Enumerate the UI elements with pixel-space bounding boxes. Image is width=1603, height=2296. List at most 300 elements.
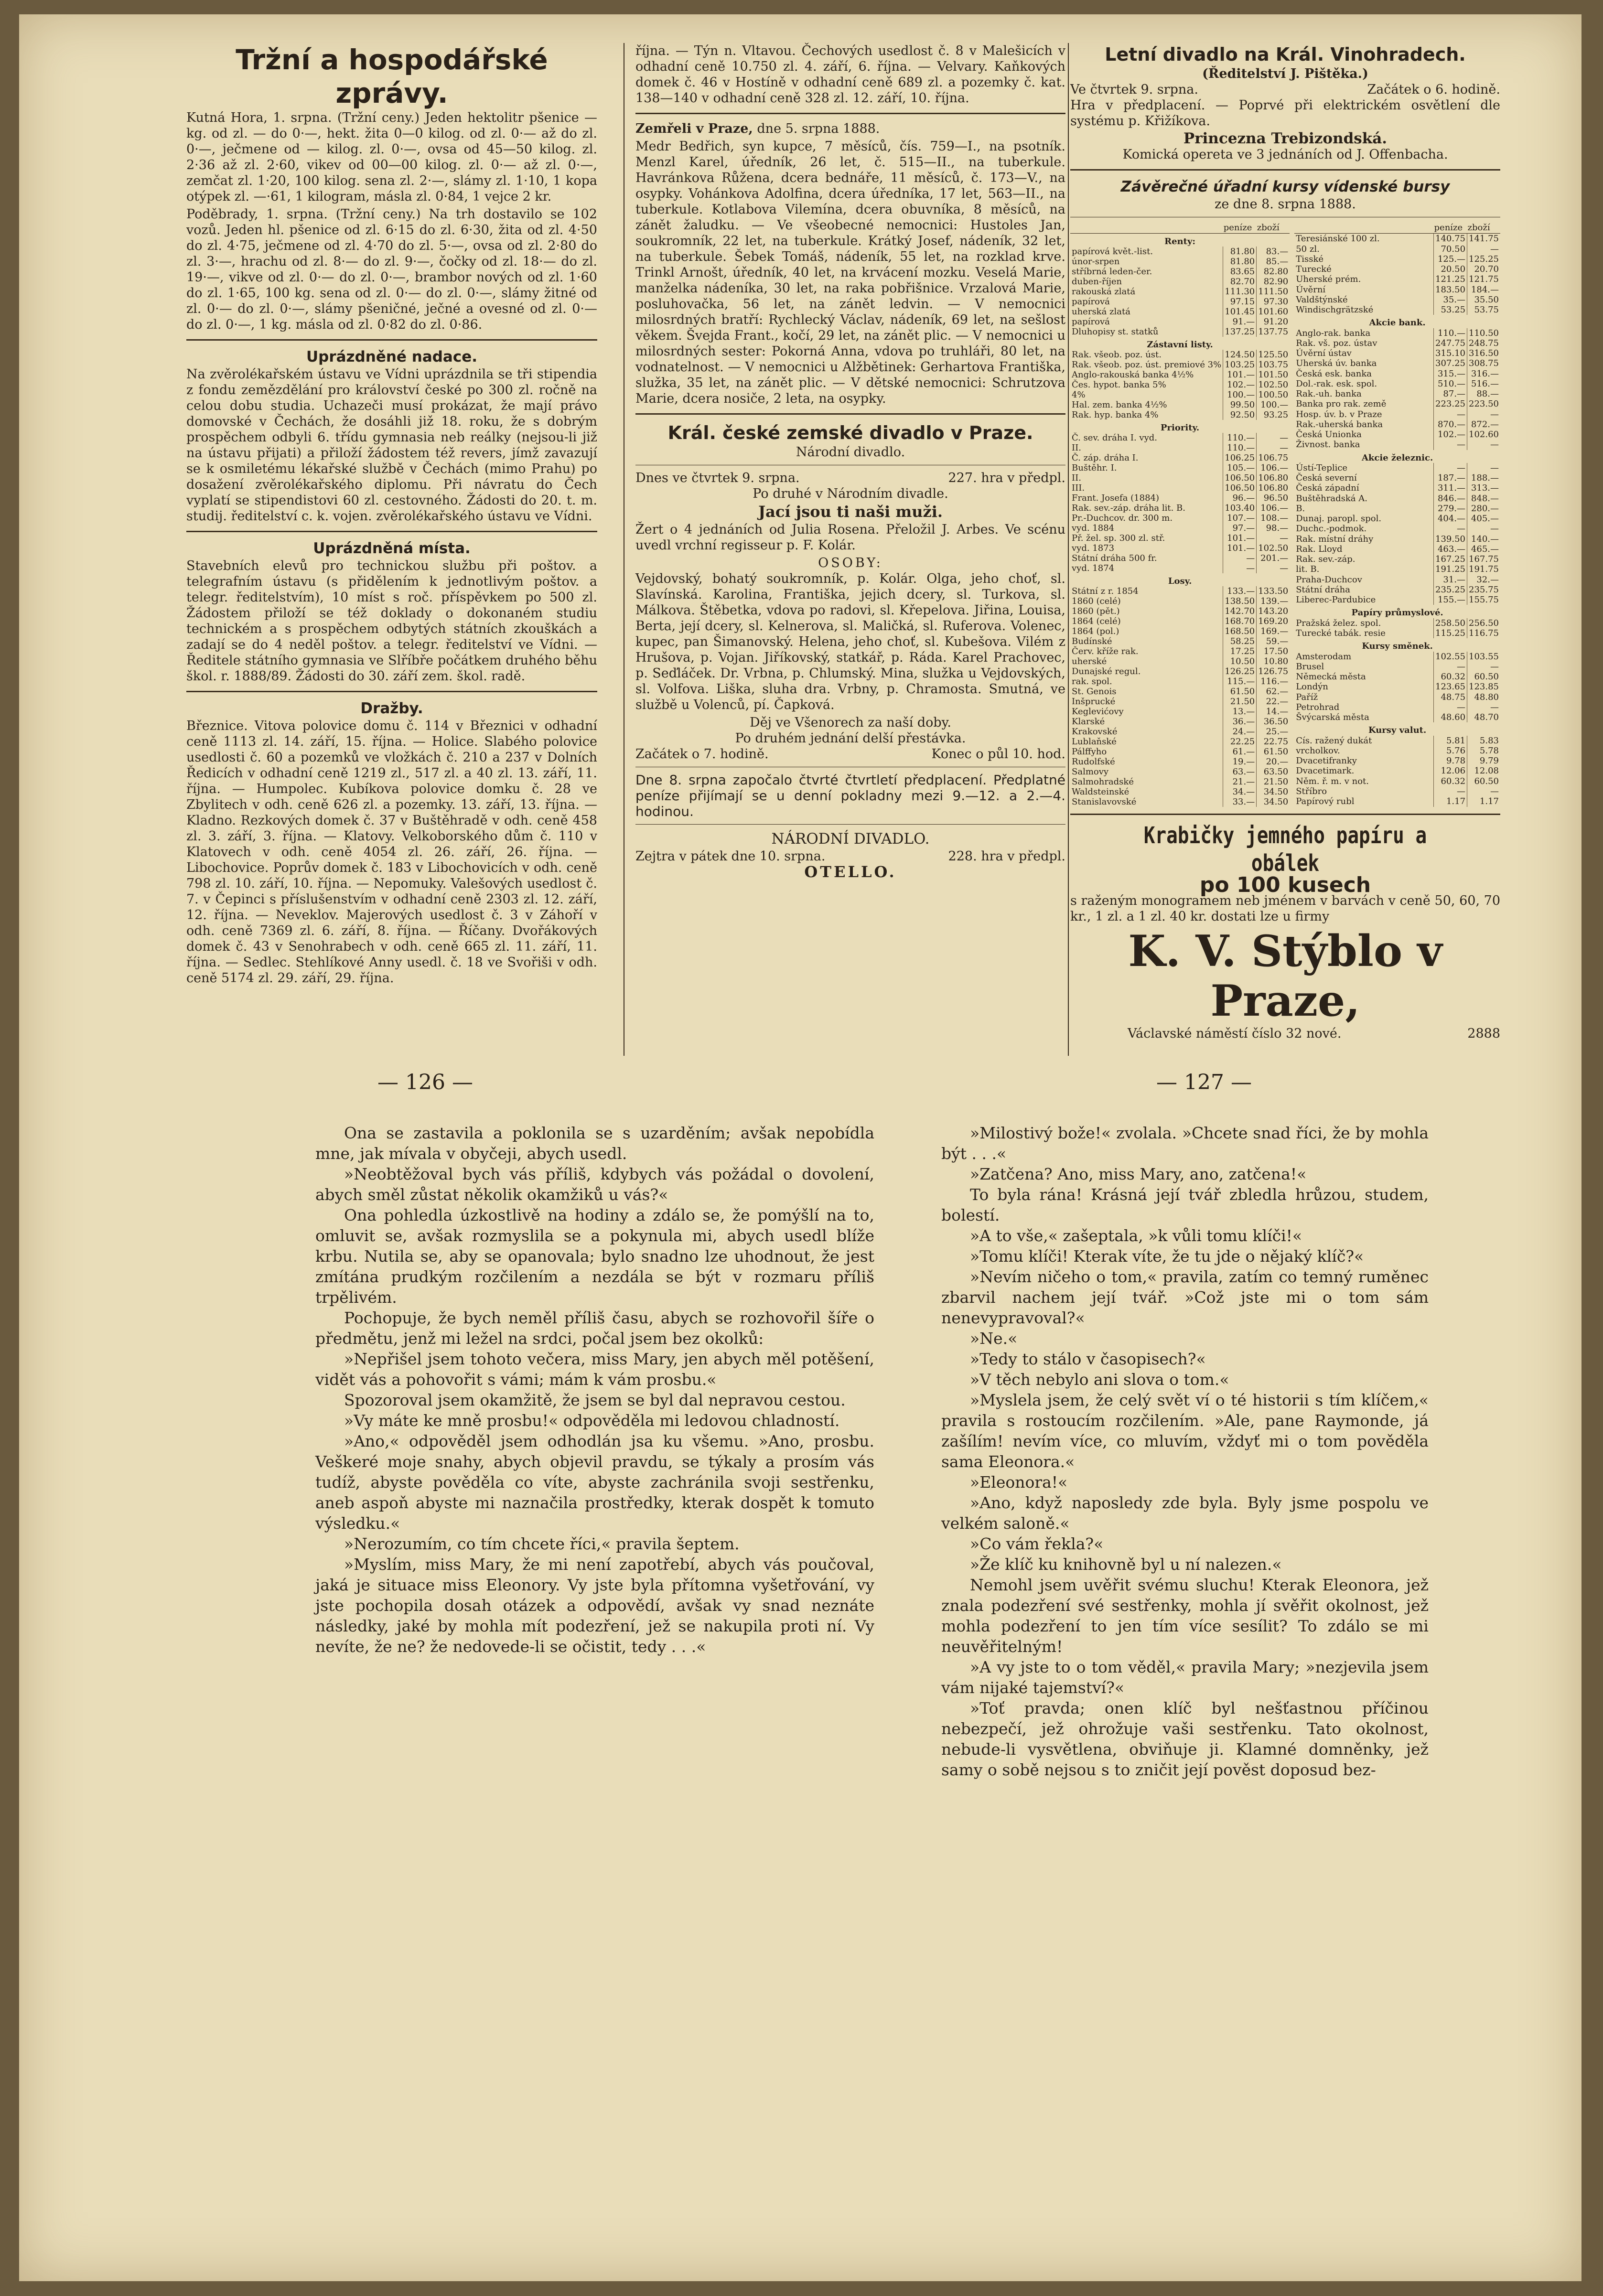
kurs-goods: 97.30 [1257, 297, 1290, 307]
kurs-name: Rak. všeob. poz. úst. [1072, 350, 1162, 360]
kurs-row [1294, 595, 1500, 605]
kurs-money: 53.25 [1434, 305, 1467, 315]
kurs-name: 1860 (celé) [1072, 596, 1121, 606]
kurs-row [1294, 712, 1500, 722]
kurs-row [1070, 297, 1290, 307]
novel-paragraph: »Nerozumím, co tím chcete říci,« pravila šeptem. [344, 1534, 740, 1553]
kurs-money: 105.— [1223, 463, 1257, 473]
kurs-row [1070, 453, 1290, 463]
kurs-money: 139.50 [1434, 534, 1467, 544]
performance-number: 227. hra v předpl. [948, 471, 1065, 485]
kurs-name: lit. B. [1296, 564, 1320, 575]
divider [635, 113, 1065, 114]
kurs-name: Rak. vš. poz. ústav [1296, 338, 1377, 348]
novel-paragraph: »A to vše,« zašeptala, »k vůli tomu klíči!« [970, 1226, 1302, 1245]
kurs-row [1294, 564, 1500, 574]
kurs-money: 1.17 [1434, 796, 1467, 807]
summer-start: Začátek o 6. hodině. [1367, 82, 1500, 97]
summer-theatre-subtitle: (Ředitelství J. Pištěka.) [1202, 66, 1368, 81]
kurs-section-row [1070, 337, 1290, 350]
kurs-money: 168.50 [1223, 626, 1257, 636]
kurs-money: 70.50 [1434, 244, 1467, 254]
section-title-mista: Uprázdněná místa. [313, 540, 471, 557]
kurs-goods: 82.80 [1257, 267, 1290, 277]
kurs-money: 110.— [1434, 328, 1467, 338]
kurs-money: 101.— [1223, 533, 1257, 543]
summer-theatre-title: Letní divadlo na Král. Vinohradech. [1105, 44, 1466, 65]
kurs-section-row [1294, 722, 1500, 735]
kurs-row [1294, 244, 1500, 254]
kurs-money: 13.— [1223, 707, 1257, 717]
kurs-row [1070, 307, 1290, 317]
kurs-name: Rak. Lloyd [1296, 544, 1343, 554]
kurs-row [1294, 369, 1500, 379]
kurs-goods: 10.80 [1257, 656, 1290, 666]
performance-date: Dnes ve čtvrtek 9. srpna. [635, 471, 800, 485]
kurs-money: — [1434, 463, 1467, 473]
drazby-text: Březnice. Vitova polovice domu č. 114 v Březnici v odhadní ceně 1113 zl. 14. září, 15. října. — Holice. Slabého polovice usedlosti č. 60 a pozemků ve vložkách č. 210 a 237 v Dolních Ředicích v odhadní ceně 1219 zl., 517 zl. a 40 zl. 13. září, 11. října. — Humpolec. Kubíkova polovice domku č. 28 ve Zbylitech v odh. ceně 626 zl. a pozemky. 13. září, 13. října. — Kladno. Rezkových domek č. 37 v Buštěhradě v odh. ceně 458 zl. 3. září, 3. října. — Klatovy. Velkoborského dům č. 110 v Klatovech v odh. ceně 4054 zl. 26. září, 26. října. — Libochovice. Poprův domek č. 183 v Libochovicích v odh. ceně 798 zl. 10. září, 10. října. — Nepomuky. Valešových usedlost č. 7. v Čepinci s příslušenstvím v odhadní ceně 2303 zl. 12. září, 12. října. — Neveklov. Majerových usedlost č. 3 v Záhoří v odh. ceně 7369 zl. 6. září, 8. října. — Říčany. Dvořákových domek č. 43 v Senohrabech v odh. ceně 665 zl. 11. září, 11. října. — Sedlec. Stehlíkové Anny usedl. č. 18 ve Svořiši v odh. ceně 5174 zl. 29. září, 29. října. [186, 719, 597, 986]
kurs-name: Dvacetifranky [1296, 756, 1357, 766]
subscription-notice: Dne 8. srpna započalo čtvrté čtvrtletí předplacení. Předplatné peníze přijímají se u denní pokladny mezi 9.—12. a 2.—4. hodinou. [635, 772, 1065, 819]
ad-headline: Krabičky jemného papíru a obálek [1143, 822, 1427, 877]
kurs-row [1294, 389, 1500, 399]
kurs-money: 81.80 [1223, 247, 1257, 257]
kurs-money: 17.25 [1223, 646, 1257, 656]
kurs-row [1294, 652, 1500, 662]
drazby-continued: října. — Týn n. Vltavou. Čechových usedlost č. 8 v Malešicích v odhadní ceně 10.750 zl. 4. září, 6. října. — Velvary. Kaňkových domek č. 46 v Hostíně v odhadní ceně 689 zl. a pozemky č. kat. 138—140 v odhadní ceně 328 zl. 12. září, 10. října. [635, 43, 1065, 106]
page-number-right: — 127 — [1156, 1070, 1252, 1094]
novel-paragraph: »Že klíč ku knihovně byl u ní nalezen.« [970, 1555, 1282, 1574]
novel-paragraph: Spozoroval jsem okamžitě, že jsem se byl dal nepravou cestou. [344, 1391, 846, 1409]
kurs-name: Česká Unionka [1296, 429, 1362, 440]
kurs-row [1294, 429, 1500, 440]
kurs-name: Dunaj. paropl. spol. [1296, 514, 1382, 524]
kurs-name: stříbrná leden-čer. [1072, 267, 1152, 277]
kurs-name: Čes. hypot. banka 5% [1072, 380, 1166, 390]
kurs-name: Úvěrní ústav [1296, 348, 1352, 359]
kurs-money: — [1434, 662, 1467, 672]
play-authors: Žert o 4 jednáních od Julia Rosena. Přeložil J. Arbes. Ve scénu uvedl vrchní regisseur p. F. Kolár. [635, 522, 1065, 553]
kurs-name: Salmohradské [1072, 777, 1134, 787]
kurs-row [1294, 305, 1500, 315]
kurs-goods: — [1467, 440, 1500, 450]
ad-address: Václavské náměstí číslo 32 nové. [1128, 1026, 1342, 1041]
kurs-money: 191.25 [1434, 564, 1467, 574]
kurs-row [1070, 433, 1290, 443]
newspaper-page [19, 14, 1581, 2281]
kurs-row [1070, 676, 1290, 687]
kurs-money: 9.78 [1434, 756, 1467, 766]
kurs-row [1070, 563, 1290, 573]
kurs-money: 82.70 [1223, 277, 1257, 287]
kurs-money: 34.— [1223, 787, 1257, 797]
kurs-goods: 316.50 [1467, 348, 1500, 358]
kurs-money: 140.75 [1434, 234, 1467, 244]
col-head-money: peníze [1434, 222, 1467, 234]
kurs-section-heading: Zástavní listy. [1147, 340, 1213, 350]
kurs-name: St. Genois [1072, 687, 1117, 697]
kurs-row [1070, 523, 1290, 533]
kurs-goods: 235.75 [1467, 585, 1500, 595]
kurs-money: — [1223, 563, 1257, 573]
kurs-name: Dunajské regul. [1072, 666, 1141, 676]
kurs-row [1070, 717, 1290, 727]
kurs-goods: 48.70 [1467, 712, 1500, 722]
kurs-goods: 184.— [1467, 285, 1500, 295]
kurs-name: Teresiánské 100 zl. [1296, 234, 1380, 244]
kurs-money: 307.25 [1434, 358, 1467, 368]
kurs-row [1070, 596, 1290, 606]
kurs-name: 1864 (pol.) [1072, 626, 1119, 636]
kurs-row [1070, 747, 1290, 757]
column-right [1070, 43, 1500, 1041]
kurs-name: B. [1296, 503, 1305, 514]
kurs-section-heading: Akcie železnic. [1361, 452, 1433, 463]
novel-paragraph: »Myslela jsem, že celý svět ví o té historii s tím klíčem,« pravila s rostoucím rozčilením. »Ale, pane Raymonde, já zašílím! nevím více, co mluvím, vždyť mi o tom pověděla sama Eleonora.« [941, 1391, 1429, 1471]
kurs-money: — [1434, 440, 1467, 450]
kurs-goods: 82.90 [1257, 277, 1290, 287]
kurs-name: Červ. kříže rak. [1072, 646, 1139, 656]
kurs-money: — [1223, 553, 1257, 563]
kurs-goods: 60.50 [1467, 776, 1500, 786]
kurs-money: 103.25 [1223, 360, 1257, 370]
kurs-row [1070, 737, 1290, 747]
kurs-row [1294, 504, 1500, 514]
kurs-row [1070, 473, 1290, 483]
kurs-row [1294, 264, 1500, 274]
section-title-drazby: Dražby. [360, 700, 423, 717]
kurs-money: 97.15 [1223, 297, 1257, 307]
summer-row [1070, 82, 1500, 97]
kurs-row [1070, 410, 1290, 420]
kursy-table-left [1070, 222, 1290, 807]
kurs-goods: 125.50 [1257, 350, 1290, 360]
kurs-section-row [1294, 450, 1500, 463]
column-rule [1068, 43, 1069, 1056]
novel-paragraph: »V těch nebylo ani slova o tom.« [970, 1370, 1229, 1389]
kurs-name: rak. spol. [1072, 676, 1112, 687]
kurs-name: papírová květ.-list. [1072, 247, 1153, 257]
kurs-money: 19.— [1223, 757, 1257, 767]
kurs-goods: 405.— [1467, 514, 1500, 524]
kurs-goods: 116.75 [1467, 628, 1500, 638]
kurs-money: 121.25 [1434, 274, 1467, 284]
kurs-goods: 36.50 [1257, 717, 1290, 727]
kurs-row [1294, 585, 1500, 595]
kurs-name: Budínské [1072, 636, 1112, 646]
kurs-row [1070, 277, 1290, 287]
kurs-goods: — [1467, 463, 1500, 473]
kurs-money: 31.— [1434, 575, 1467, 585]
kurs-goods: 101.60 [1257, 307, 1290, 317]
kurs-money: 33.— [1223, 797, 1257, 807]
kurs-money: 63.— [1223, 767, 1257, 777]
kurs-row [1070, 656, 1290, 666]
kurs-name: Klarské [1072, 717, 1105, 727]
kurs-goods: 60.50 [1467, 672, 1500, 682]
divider [635, 413, 1065, 415]
kurs-name: Rak. všeob. poz. úst. premiové 3% [1072, 360, 1222, 370]
kurs-name: Anglo-rak. banka [1296, 328, 1371, 338]
kurs-goods: 34.50 [1257, 787, 1290, 797]
kurs-name: Švýcarská města [1296, 712, 1369, 723]
kurs-row [1070, 687, 1290, 697]
kurs-money: 110.— [1223, 433, 1257, 443]
kurs-money: 81.80 [1223, 257, 1257, 267]
kursy-date: ze dne 8. srpna 1888. [1215, 197, 1356, 212]
kurs-money: 24.— [1223, 727, 1257, 737]
kurs-goods: — [1467, 409, 1500, 419]
kurs-row [1294, 746, 1500, 756]
kurs-row [1294, 702, 1500, 712]
kurs-name: II. [1072, 473, 1081, 483]
kurs-money: 106.50 [1223, 483, 1257, 493]
kurs-row [1294, 440, 1500, 450]
kurs-name: Krakovské [1072, 727, 1118, 737]
ad-number: 2888 [1467, 1026, 1500, 1041]
novel-paragraph: »Eleonora!« [970, 1473, 1068, 1491]
kurs-goods: 34.50 [1257, 797, 1290, 807]
theatre2-number: 228. hra v předpl. [948, 849, 1065, 864]
divider [186, 339, 597, 341]
kurs-name: Frant. Josefa (1884) [1072, 493, 1160, 503]
kurs-section-row [1294, 638, 1500, 651]
kurs-row [1294, 628, 1500, 638]
kurs-section-row [1294, 315, 1500, 328]
kurs-row [1070, 267, 1290, 277]
kurs-name: Duchc.-podmok. [1296, 524, 1367, 534]
kurs-row [1294, 274, 1500, 284]
kurs-section-row [1294, 605, 1500, 618]
kurs-goods: 53.75 [1467, 305, 1500, 315]
kurs-row [1294, 682, 1500, 692]
novel-paragraph: Ona se zastavila a poklonila se s uzarděním; avšak nepobídla mne, jak mívala v obyčeji, abych usedl. [315, 1124, 874, 1163]
kurs-money: 60.32 [1434, 776, 1467, 786]
kurs-money: 35.— [1434, 295, 1467, 305]
kurs-name: Č. záp. dráha I. [1072, 453, 1139, 463]
kurs-name: Dluhopisy st. statků [1072, 327, 1159, 337]
kurs-name: Pražská želez. spol. [1296, 618, 1381, 628]
kurs-goods: — [1257, 533, 1290, 543]
kurs-row [1070, 767, 1290, 777]
kurs-name: Rak.-uh. banka [1296, 389, 1362, 399]
kurs-row [1294, 338, 1500, 348]
kurs-money: 10.50 [1223, 656, 1257, 666]
kurs-row [1070, 360, 1290, 370]
novel-paragraph: To byla rána! Krásná její tvář zbledla hrůzou, studem, bolestí. [941, 1185, 1429, 1224]
kurs-row [1294, 409, 1500, 419]
kurs-row [1070, 390, 1290, 400]
kurs-money: 103.40 [1223, 503, 1257, 513]
kurs-goods: 1.17 [1467, 796, 1500, 807]
performance-note: Po druhé v Národním divadle. [753, 486, 948, 501]
kurs-money: 12.06 [1434, 766, 1467, 776]
kurs-row [1294, 524, 1500, 534]
kurs-section-heading: Priority. [1161, 423, 1200, 433]
kurs-row [1070, 483, 1290, 493]
kurs-goods: 516.— [1467, 379, 1500, 389]
kurs-goods: 188.— [1467, 473, 1500, 483]
kurs-money: 101.— [1223, 543, 1257, 553]
kurs-name: Hosp. úv. b. v Praze [1296, 409, 1382, 419]
kurs-goods: 106.— [1257, 463, 1290, 473]
theatre2-row [635, 848, 1065, 864]
kurs-goods: 872.— [1467, 419, 1500, 429]
kurs-row [1070, 697, 1290, 707]
mista-text: Stavebních elevů pro technickou službu při poštov. a telegrafním ústavu (s přidělením k jednotlivým poštov. a telegr. ředitelstvím), 10 míst s roč. příspěvkem po 500 zl. Žádostem přiloží se též doklady o dokonaném studiu technickém a s prospěchem odbytých státních zkouškách a zadají se do 4 neděl poštov. a telegr. ředitelství ve Vídni. — Ředitele státního gymnasia ve Slříbře počátkem druhého běhu škol. r. 1888/89. Žádosti do 30. září zem. škol. radě. [186, 558, 597, 684]
kurs-row [1070, 257, 1290, 267]
kurs-name: Petrohrad [1296, 702, 1340, 712]
kurs-name: vyd. 1874 [1072, 563, 1115, 573]
kurs-row [1070, 646, 1290, 656]
section-title-nadace: Uprázdněné nadace. [306, 348, 478, 365]
kurs-money: 58.25 [1223, 636, 1257, 646]
kurs-money: 846.— [1434, 494, 1467, 504]
kurs-money: 167.25 [1434, 554, 1467, 564]
kurs-name: Rak. sev.-záp. dráha lit. B. [1072, 503, 1185, 513]
summer-play: Princezna Trebizondská. [1183, 130, 1388, 147]
kurs-row [1294, 554, 1500, 564]
kurs-goods: 169.— [1257, 626, 1290, 636]
theatre2-play: OTELLO. [804, 863, 897, 881]
divider [1070, 814, 1500, 815]
kurs-section-heading: Papíry průmyslové. [1351, 608, 1443, 618]
kurs-money: 101.45 [1223, 307, 1257, 317]
kurs-goods: 96.50 [1257, 493, 1290, 503]
kurs-goods: 121.75 [1467, 274, 1500, 284]
kurs-section-row [1070, 234, 1290, 247]
kurs-money: 5.76 [1434, 746, 1467, 756]
kurs-row [1294, 796, 1500, 807]
kurs-money: 187.— [1434, 473, 1467, 483]
kurs-name: Česká severní [1296, 473, 1357, 483]
kurs-name: vyd. 1884 [1072, 523, 1115, 533]
kurs-row [1294, 399, 1500, 409]
kurs-money: 315.10 [1434, 348, 1467, 358]
kurs-row [1070, 317, 1290, 327]
kurs-name: Keglevićovy [1072, 707, 1124, 717]
kurs-money: — [1434, 702, 1467, 712]
kurs-name: Windischgrätzské [1296, 305, 1374, 315]
kurs-goods: 100.50 [1257, 390, 1290, 400]
time-row [635, 746, 1065, 762]
kurs-money: 22.25 [1223, 737, 1257, 747]
novel-paragraph: »Zatčena? Ano, miss Mary, ano, zatčena!« [970, 1165, 1307, 1183]
kurs-goods: 103.75 [1257, 360, 1290, 370]
kurs-money: 279.— [1434, 504, 1467, 514]
kurs-row [1294, 419, 1500, 429]
zemreli-date: dne 5. srpna 1888. [757, 121, 880, 136]
kurs-name: Valdštýnské [1296, 294, 1348, 305]
kurs-row [1070, 533, 1290, 543]
kurs-row [1294, 776, 1500, 786]
kurs-name: uherská zlatá [1072, 307, 1130, 317]
novel-paragraph: »Nevím ničeho o tom,« pravila, zatím co temný ruměnec zbarvil nachem její tvář. »Což jste mi o tom sám nenevypravoval?« [941, 1267, 1429, 1327]
kurs-name: Paříž [1296, 692, 1318, 702]
kurs-goods: 85.— [1257, 257, 1290, 267]
kurs-goods: 280.— [1467, 504, 1500, 514]
kurs-money: 315.— [1434, 369, 1467, 379]
kurs-goods: 140.— [1467, 534, 1500, 544]
kurs-row [1294, 534, 1500, 544]
kurs-row [1294, 662, 1500, 672]
kurs-money: 115.25 [1434, 628, 1467, 638]
theatre2-date: Zejtra v pátek dne 10. srpna. [635, 849, 826, 864]
novel-paragraph: »Co vám řekla?« [970, 1534, 1104, 1553]
kurs-name: Státní z r. 1854 [1072, 586, 1139, 596]
kurs-row [1294, 348, 1500, 358]
kurs-row [1294, 473, 1500, 483]
summer-date: Ve čtvrtek 9. srpna. [1070, 82, 1198, 97]
kurs-money: 133.— [1223, 586, 1257, 596]
novel-paragraph: »Ne.« [970, 1329, 1018, 1348]
kurs-name: Banka pro rak. země [1296, 399, 1387, 409]
kurs-goods: 88.— [1467, 389, 1500, 399]
kurs-row [1294, 618, 1500, 628]
kurs-goods: 14.— [1257, 707, 1290, 717]
ad-firm: K. V. Stýblo v Praze, [1128, 926, 1442, 1026]
kurs-name: Stanislavovské [1072, 797, 1137, 807]
kurs-name: Dol.-rak. esk. spol. [1296, 378, 1377, 389]
kurs-goods: 22.75 [1257, 737, 1290, 747]
kurs-money: 97.— [1223, 523, 1257, 533]
kurs-section-row [1070, 420, 1290, 433]
page-number-left: — 126 — [377, 1070, 473, 1094]
kurs-goods: 22.— [1257, 697, 1290, 707]
kurs-money: 21.— [1223, 777, 1257, 787]
kurs-row [1294, 672, 1500, 682]
kurs-name: Turecké tabák. resie [1296, 628, 1386, 639]
kurs-goods: 59.— [1257, 636, 1290, 646]
kurs-row [1294, 483, 1500, 493]
play-setting: Děj ve Všenorech za naší doby. [750, 715, 951, 730]
kurs-row [1294, 544, 1500, 554]
kurs-section-heading: Renty: [1164, 236, 1196, 247]
kurs-money: 83.65 [1223, 267, 1257, 277]
kurs-goods: 143.20 [1257, 606, 1290, 616]
kurs-goods: — [1467, 524, 1500, 534]
kurs-goods: 139.— [1257, 596, 1290, 606]
kurs-name: Papírový rubl [1296, 796, 1355, 807]
market-report-2: Poděbrady, 1. srpna. (Tržní ceny.) Na trh dostavilo se 102 vozů. Jeden hl. pšenice od zl. 6·15 do zl. 6·30, žita od zl. 4·50 do zl. 4·75, ječmene od zl. 4·70 do zl. 5·—, ovsa od zl. 2·80 do zl. 3·—, hrachu od zl. 8·— do zl. 9·—, čočky od zl. 18·— do zl. 19·—, vikve od zl. 0·— do zl. 0·—, brambor nových od zl. 1·60 do zl. 1·65, 100 kg. sena od zl. 0·— do zl. 0·—, slámy žitné od zl. 0·— do zl. 0·—, slámy pšeničné, ječné a ovesné od zl. 0·— do zl. 0·—, 1 kg. másla od zl. 0·82 do zl. 0·86. [186, 207, 597, 332]
kurs-name: 50 zl. [1296, 244, 1320, 254]
novel-paragraph: »Milostivý bože!« zvolala. »Chcete snad říci, že by mohla být . . .« [941, 1124, 1429, 1163]
kurs-money: 102.— [1223, 380, 1257, 390]
kurs-row [1294, 756, 1500, 766]
kurs-goods: 465.— [1467, 544, 1500, 554]
kurs-goods: 35.50 [1467, 295, 1500, 305]
kurs-goods: 48.80 [1467, 692, 1500, 702]
kurs-goods: — [1467, 702, 1500, 712]
kurs-section-heading: Akcie bank. [1369, 318, 1426, 328]
novel-paragraph: »Myslím, miss Mary, že mi není zapotřebí, abych vás poučoval, jaká je situace miss Eleonory. Vy jste byla přítomna vyšetřování, vy jste pochopila dosah otázek a odpovědí, avšak vy snad neznáte následky, jaké by mohla mít podezření, jež se nakupila proti ní. Vy nevíte, že ne? že nedovede-li se očistit, tedy . . .« [315, 1555, 874, 1656]
kurs-name: Rak.-uherská banka [1296, 419, 1383, 429]
section-title-market: Tržní a hospodářské zprávy. [236, 43, 548, 109]
kurs-row [1294, 285, 1500, 295]
theatre2-title: NÁRODNÍ DIVADLO. [771, 830, 930, 848]
kurs-row [1070, 350, 1290, 360]
kurs-money: — [1434, 409, 1467, 419]
kurs-goods: 17.50 [1257, 646, 1290, 656]
market-report-1: Kutná Hora, 1. srpna. (Tržní ceny.) Jeden hektolitr pšenice — kg. od zl. — do 0·—, hekt. žita 0—0 kilog. od zl. 0·— až do zl. 0·—, ječmene od — kilog. zl. 0·—, ovsa od 45—50 kilog. zl. 2·36 až zl. 2·60, vikev od 00—00 kilog. zl. 0·— až zl. 0·—, zemčat zl. 1·20, 100 kilog. sena zl. 2·—, slámy zl. 1·10, 1 kopa otýpek zl. —·61, 1 kilogram, másla zl. 0·84, 1 vejce 2 kr. [186, 110, 597, 204]
kurs-name: únor-srpen [1072, 257, 1120, 267]
kurs-goods: 141.75 [1467, 234, 1500, 244]
kurs-row [1294, 692, 1500, 702]
kurs-goods: 9.79 [1467, 756, 1500, 766]
column-middle [635, 43, 1065, 880]
kurs-money: 48.60 [1434, 712, 1467, 722]
kurs-row [1294, 463, 1500, 473]
